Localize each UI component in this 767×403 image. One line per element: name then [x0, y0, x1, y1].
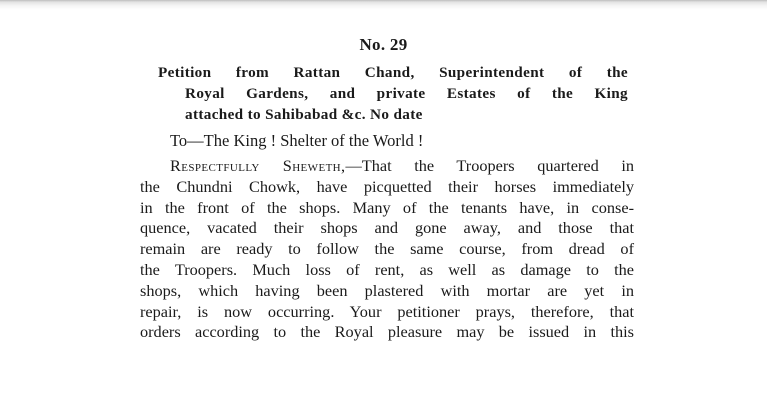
- body-line-7: shops, which having been plastered with mortar are yet in: [140, 280, 634, 300]
- heading-line-1: Petition from Rattan Chand, Superintendent of the: [158, 64, 628, 81]
- body-line-5: remain are ready to follow the same course, from dread of: [140, 239, 634, 259]
- document-number: No. 29: [359, 35, 408, 54]
- body-line-1-text: —That the Troopers quartered in: [345, 156, 634, 175]
- heading-line-2: Royal Gardens, and private Estates of the King: [185, 85, 628, 102]
- body-line-8: repair, is now occurring. Your petitioner prays, therefore, that: [140, 301, 634, 321]
- body-line-9: orders according to the Royal pleasure may be issued in this: [140, 322, 634, 342]
- body-line-4: quence, vacated their shops and gone away, and those that: [140, 218, 634, 238]
- body-line-2: the Chundni Chowk, have picquetted their horses immediately: [140, 176, 634, 196]
- body-line-6: the Troopers. Much loss of rent, as well as damage to the: [140, 259, 634, 279]
- salutation: To—The King ! Shelter of the World !: [170, 131, 424, 150]
- body-line-1: [140, 156, 634, 177]
- petition-heading: [158, 62, 628, 125]
- petition-body: [140, 156, 634, 343]
- body-line-3: in the front of the shops. Many of the tenants have, in conse-: [140, 197, 634, 217]
- heading-line-3: attached to Sahibabad &c. No date: [185, 106, 423, 123]
- opening-smallcaps: Respectfully Sheweth,: [170, 156, 346, 175]
